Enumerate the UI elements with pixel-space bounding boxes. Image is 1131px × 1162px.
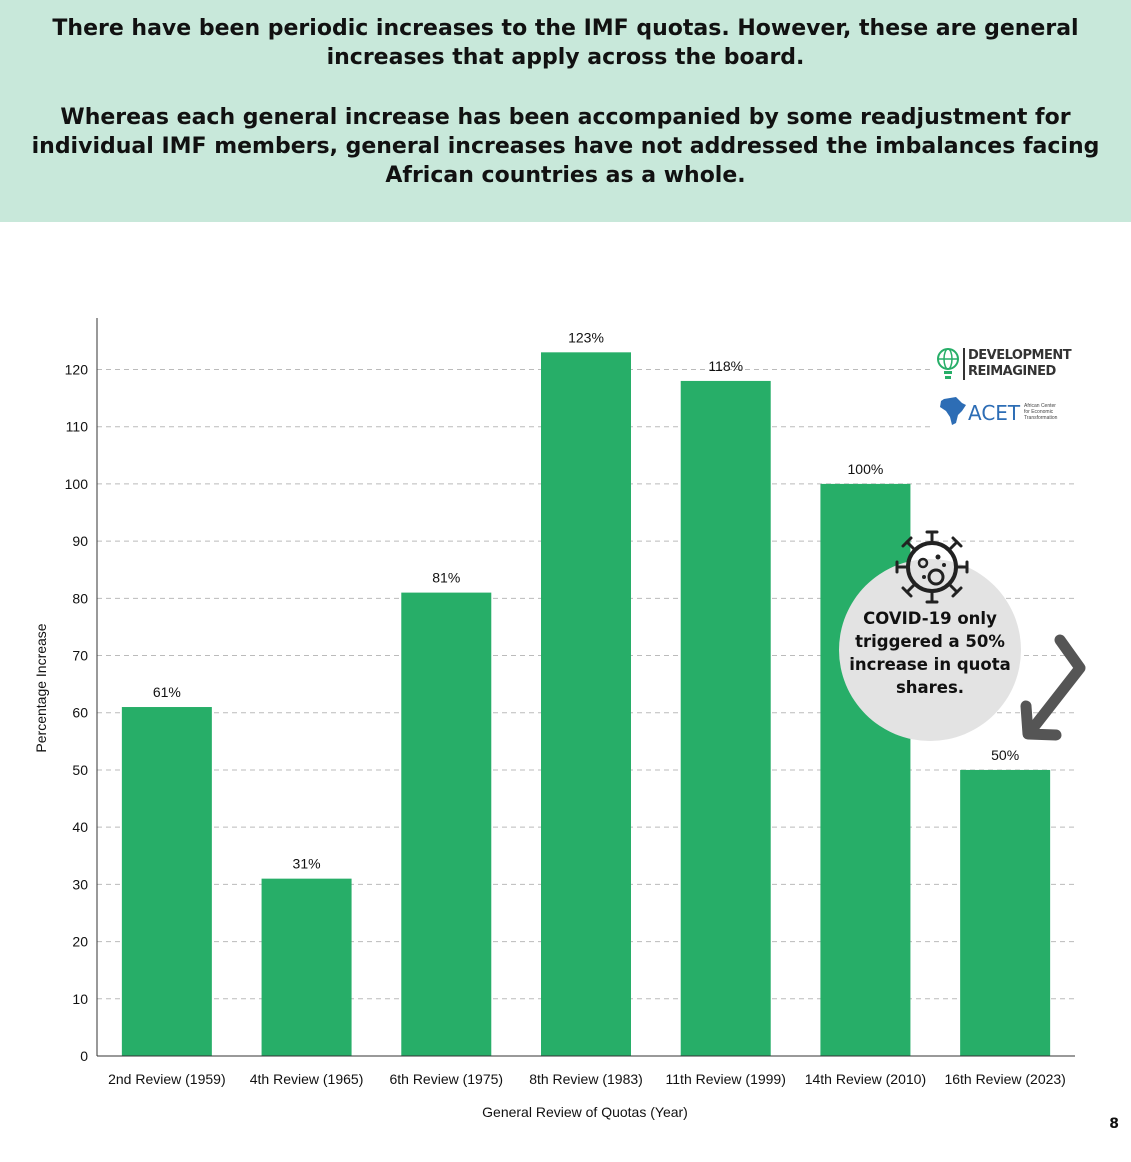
y-tick-label: 40 bbox=[72, 819, 88, 836]
bar bbox=[681, 381, 771, 1056]
y-tick-label: 70 bbox=[72, 647, 88, 664]
y-tick-label: 90 bbox=[72, 533, 88, 550]
y-tick-label: 80 bbox=[72, 590, 88, 607]
development-logo-line1: DEVELOPMENT bbox=[968, 348, 1072, 363]
acet-logo-subtitle: African Center for Economic Transformation bbox=[1024, 403, 1058, 421]
page-number: 8 bbox=[1109, 1116, 1119, 1132]
bar bbox=[262, 879, 352, 1056]
bar bbox=[122, 707, 212, 1056]
y-axis-label: Percentage Increase bbox=[33, 623, 49, 753]
x-tick-label: 16th Review (2023) bbox=[944, 1071, 1066, 1087]
x-axis-label: General Review of Quotas (Year) bbox=[482, 1104, 688, 1120]
data-label: 50% bbox=[991, 746, 1020, 763]
data-label: 118% bbox=[708, 357, 744, 374]
y-tick-label: 20 bbox=[72, 933, 88, 950]
bar bbox=[401, 593, 491, 1056]
bar bbox=[960, 770, 1050, 1056]
y-tick-label: 0 bbox=[80, 1048, 88, 1064]
y-tick-label: 10 bbox=[72, 990, 88, 1007]
x-tick-label: 6th Review (1975) bbox=[389, 1071, 504, 1087]
virus-icon bbox=[892, 527, 972, 607]
development-logo-line2: REIMAGINED bbox=[968, 364, 1056, 379]
x-tick-label: 14th Review (2010) bbox=[804, 1071, 927, 1087]
africa-map-icon bbox=[938, 395, 968, 427]
acet-logo-name: ACET bbox=[968, 401, 1021, 425]
x-tick-label: 2nd Review (1959) bbox=[108, 1071, 226, 1087]
headline-secondary: Whereas each general increase has been accompanied by some readjustment for individual IMF members, general increases have not addressed the imbalances facing African countries as a whole. bbox=[31, 105, 1100, 188]
y-tick-label: 100 bbox=[64, 475, 88, 492]
callout-text: COVID-19 only triggered a 50% increase in quota shares. bbox=[849, 609, 1011, 697]
y-tick-label: 30 bbox=[72, 876, 88, 893]
headline-primary: There have been periodic increases to the IMF quotas. However, these are general increases that apply across the board. bbox=[52, 16, 1079, 70]
lightbulb-globe-icon bbox=[936, 347, 960, 383]
data-label: 100% bbox=[847, 460, 884, 477]
data-label: 81% bbox=[432, 569, 461, 586]
y-tick-label: 60 bbox=[72, 704, 88, 721]
y-tick-label: 110 bbox=[65, 418, 88, 435]
x-tick-label: 8th Review (1983) bbox=[529, 1071, 643, 1087]
data-label: 123% bbox=[568, 329, 604, 346]
y-tick-label: 50 bbox=[72, 761, 88, 778]
bar bbox=[541, 352, 631, 1056]
pointer-arrow-icon bbox=[1026, 640, 1080, 735]
x-tick-label: 4th Review (1965) bbox=[249, 1071, 364, 1087]
partner-logos bbox=[932, 345, 1074, 429]
x-tick-label: 11th Review (1999) bbox=[665, 1071, 786, 1087]
data-label: 31% bbox=[292, 855, 321, 872]
y-tick-label: 120 bbox=[64, 361, 88, 378]
data-label: 61% bbox=[152, 684, 181, 701]
